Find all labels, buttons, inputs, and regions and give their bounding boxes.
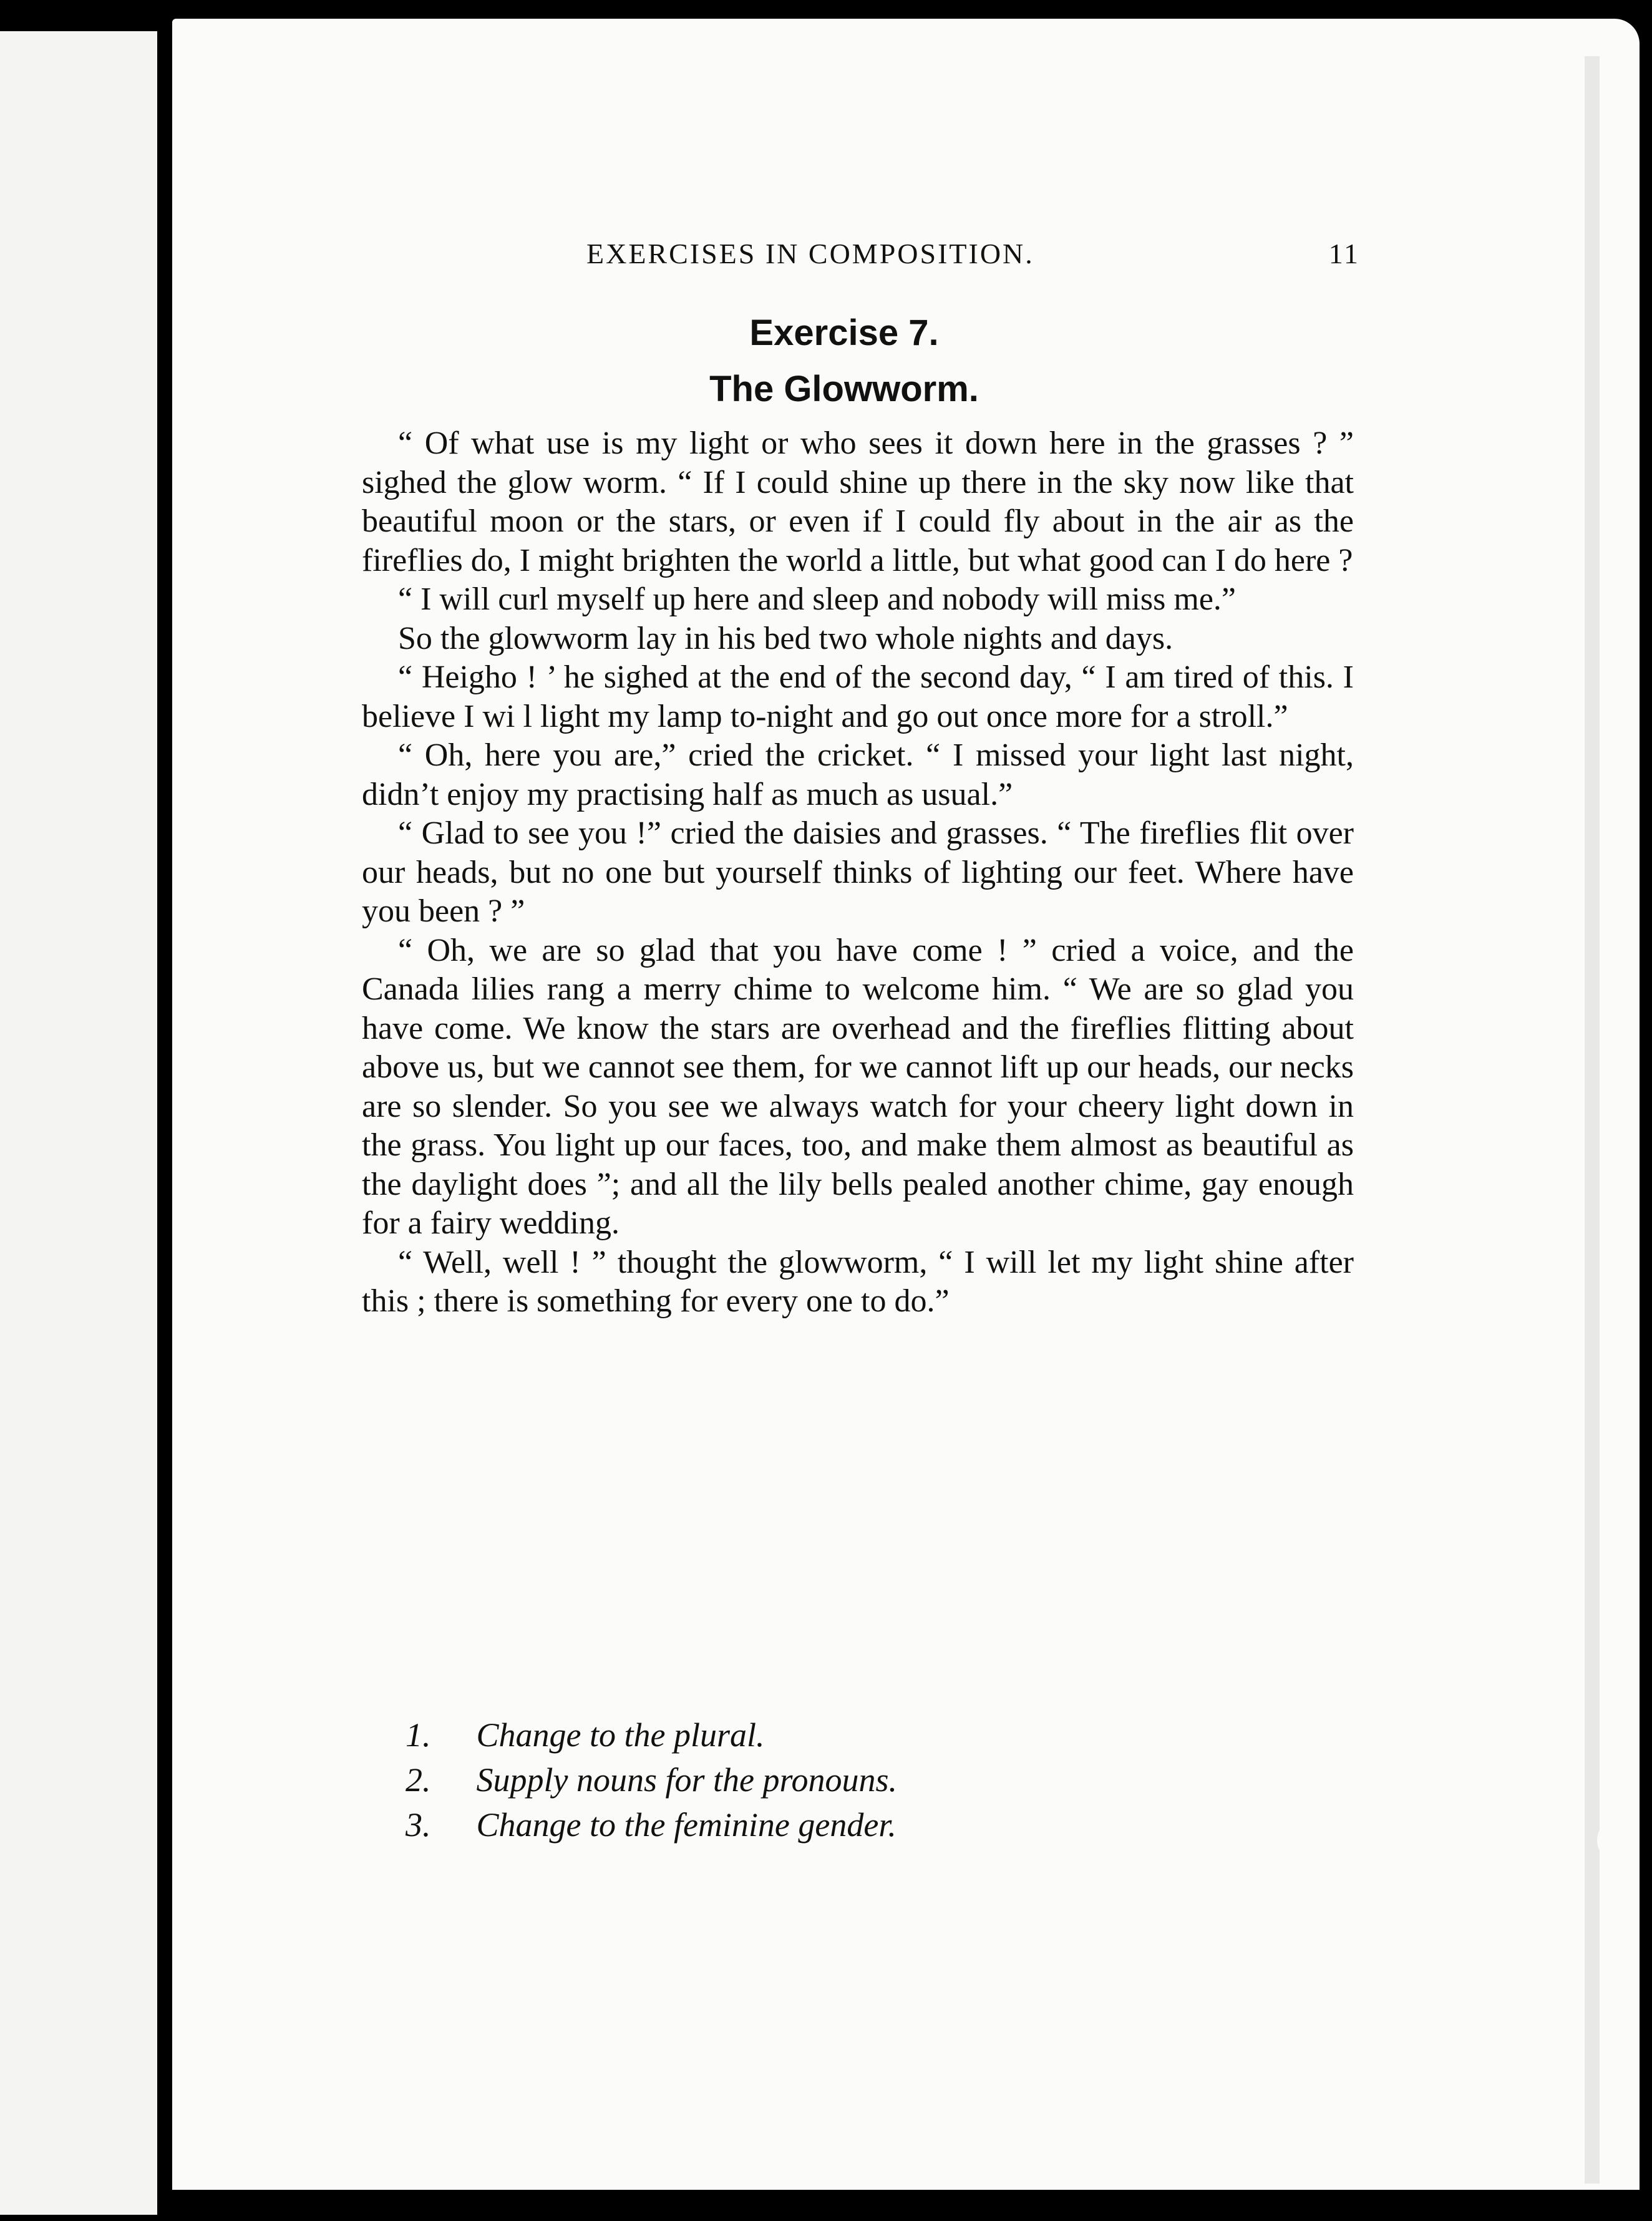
exercise-heading: Exercise 7. xyxy=(749,313,939,353)
running-title: EXERCISES IN COMPOSITION. xyxy=(586,238,1034,270)
question-item xyxy=(406,1757,1341,1802)
paragraph: “ Of what use is my light or who sees it down here in the grasses ? ” sighed the glow worm. “ If I could shine up there in the sky now like that beautiful moon or the stars, or even if I could fly about in the air as the fireflies do, I might brighten the world a little, but what good can I do here ? xyxy=(362,425,1354,578)
paragraph: “ Well, well ! ” thought the glowworm, “ I will let my light shine after this ; there is something for every one to do.” xyxy=(362,1244,1354,1319)
paragraph: So the glowworm lay in his bed two whole nights and days. xyxy=(398,620,1173,656)
paragraph: “ Glad to see you !” cried the daisies and grasses. “ The fireflies flit over our heads, but no one but yourself thinks of lighting our feet. Where have you been ? ” xyxy=(362,815,1354,929)
facing-page xyxy=(0,31,157,2215)
paragraph: “ Oh, here you are,” cried the cricket. “ I missed your light last night, didn’t enjoy my practising half as much as usual.” xyxy=(362,737,1354,812)
question-number: 1. xyxy=(406,1716,431,1754)
question-text: Change to the plural. xyxy=(476,1716,765,1754)
page-number: 11 xyxy=(1328,238,1360,270)
paragraph: “ I will curl myself up here and sleep and nobody will miss me.” xyxy=(398,581,1237,617)
scan-speck xyxy=(1597,1822,1628,1859)
question-number: 3. xyxy=(406,1806,431,1844)
question-text: Change to the feminine gender. xyxy=(476,1806,896,1844)
story-body xyxy=(362,424,1354,1321)
question-number: 2. xyxy=(406,1761,431,1799)
story-title: The Glowworm. xyxy=(709,369,979,409)
paragraph: “ Heigho ! ’ he sighed at the end of the second day, “ I am tired of this. I believe I wi l light my lamp to-night and go out once more for a stroll.” xyxy=(362,659,1354,734)
question-item xyxy=(406,1713,1341,1757)
exercise-questions xyxy=(406,1713,1341,1847)
question-text: Supply nouns for the pronouns. xyxy=(476,1761,897,1799)
question-item xyxy=(406,1802,1341,1847)
paragraph: “ Oh, we are so glad that you have come ! ” cried a voice, and the Canada lilies rang a merry chime to welcome him. “ We are so glad you have come. We know the stars are overhead and the fireflies flitting about above us, but we cannot see them, for we cannot lift up our heads, our necks are so slender. So you see we always watch for your cheery light down in the grass. You light up our faces, too, and make them almost as beautiful as the daylight does ”; and all the lily bells pealed another chime, gay enough for a fairy wedding. xyxy=(362,932,1354,1241)
running-header xyxy=(586,237,1360,275)
